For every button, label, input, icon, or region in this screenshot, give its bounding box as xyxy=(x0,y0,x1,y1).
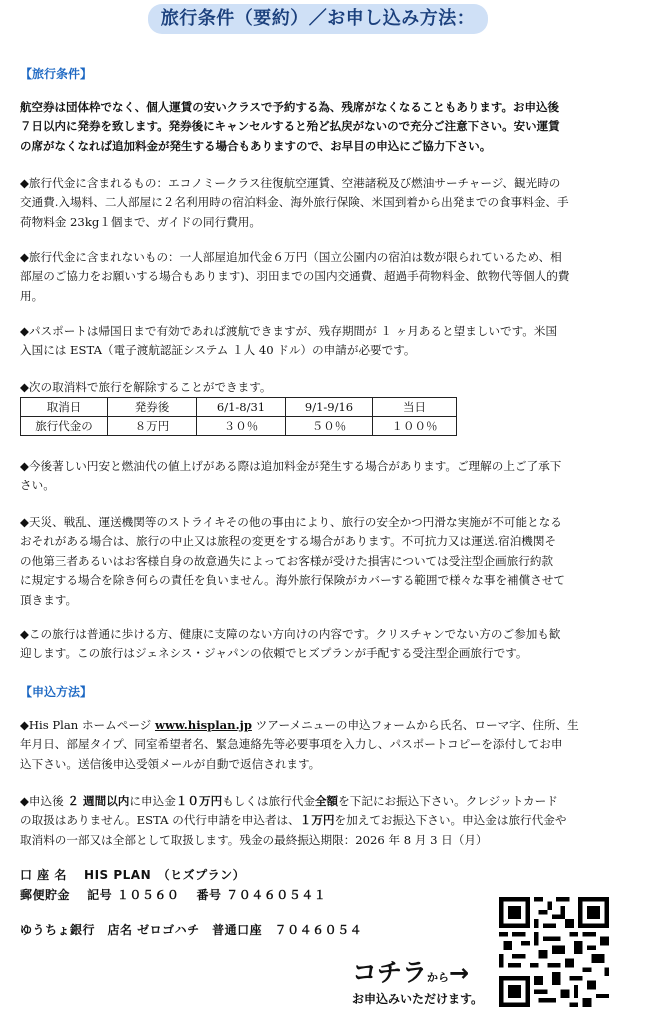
excluded-line: 用。 xyxy=(20,288,44,303)
payment-deadline: ２ 週間以内 xyxy=(67,794,130,808)
intro-line: ７日以内に発券を致します。発券後にキャンセルすると殆ど払戻がないので充分ご注意下さい。安い運賃 xyxy=(20,119,560,134)
liability-line: おそれがある場合は、旅行の中止又は旅程の変更をする場合があります。不可抗力又は運送.宿泊機関そ xyxy=(20,534,557,549)
hisplan-link[interactable]: www.hisplan.jp xyxy=(154,718,252,732)
surcharge-paragraph xyxy=(20,457,648,496)
table-cell: 旅行代金の xyxy=(21,417,108,436)
table-cell: ３０％ xyxy=(197,417,286,436)
table-cell: １００％ xyxy=(373,417,457,436)
passport-line: ◆パスポートは帰国日まで有効であれば渡航できますが、残存期間が １ ヶ月あると望ましいです。米国 xyxy=(20,324,558,338)
payment-line xyxy=(20,811,648,830)
included-line: 荷物料金 23kg１個まで、ガイドの同行費用。 xyxy=(20,214,261,229)
table-cell: 6/1-8/31 xyxy=(197,398,286,417)
excluded-line: 部屋のご協力をお願いする場合もあります)、羽田までの国内交通費、超過手荷物料金、飲物代等個人的費 xyxy=(20,269,570,284)
page-banner: 旅行条件（要約）／お申し込み方法： xyxy=(148,4,488,34)
bank-yucho: ゆうちょ銀行 店名 ゼロゴハチ 普通口座 ７０４６０５４ xyxy=(20,923,363,937)
audience-line: 迎します。この旅行はジェネシス・ジャパンの依頼でヒズプランが手配する受注型企画旅行です。 xyxy=(20,646,528,661)
audience-paragraph xyxy=(20,625,648,664)
table-cell: ５０％ xyxy=(286,417,373,436)
deposit-amount: １０万円 xyxy=(175,794,223,808)
included-line: ◆旅行代金に含まれるもの：エコノミークラス往復航空運賃、空港諸税及び燃油サーチャージ、観光時の xyxy=(20,176,561,190)
apply-line xyxy=(20,716,648,735)
included-paragraph xyxy=(20,174,648,232)
payment-text: に申込金 xyxy=(129,794,176,808)
payment-line xyxy=(20,792,648,811)
table-cell: 当日 xyxy=(373,398,457,417)
qr-callout xyxy=(352,953,469,989)
intro-line: 航空券は団体枠でなく、個人運賃の安いクラスで予約する為、残席がなくなることもあります。お申込後 xyxy=(20,100,559,114)
cancel-intro: ◆次の取消料で旅行を解除することができます。 xyxy=(20,380,272,394)
apply-text: ツアーメニューの申込フォームから氏名、ローマ字、住所、生 xyxy=(251,718,579,732)
excluded-line: ◆旅行代金に含まれないもの：一人部屋追加代金６万円（国立公園内の宿泊は数が限られているため、相 xyxy=(20,250,562,264)
included-line: 交通費.入場料、二人部屋に２名利用時の宿泊料金、海外旅行保険、米国到着から出発までの食事料金、手 xyxy=(20,195,569,210)
section-heading-conditions: 【旅行条件】 xyxy=(20,67,93,81)
table-cell: 発券後 xyxy=(108,398,197,417)
apply-line: 年月日、部屋タイプ、同室希望者名、緊急連絡先等必要事項を入力し、パスポートコピーを添付してお申 xyxy=(20,737,563,752)
payment-text: の取扱はありません。ESTA の代行申請を申込者は、 xyxy=(20,813,300,828)
esta-fee: １万円 xyxy=(299,813,335,828)
payment-line: 取消料の一部又は全部として取扱します。残金の最終振込期限：2026 年 8 月 3 日（月） xyxy=(20,832,488,847)
liability-line: の他第三者あるいはお客様自身の故意過失によってお客様が受けた損害については受注型企画旅行約款 xyxy=(20,553,554,568)
liability-line: に規定する場合を除き何らの責任を負いません。海外旅行保険がカバーする範囲で様々な事を補償させて xyxy=(20,573,566,588)
section-heading-apply: 【申込方法】 xyxy=(20,685,93,699)
qr-callout-main: コチラ xyxy=(352,958,428,987)
arrow-right-icon: → xyxy=(449,959,470,987)
table-cell: 取消日 xyxy=(21,398,108,417)
qr-code-icon[interactable] xyxy=(499,897,609,1007)
payment-text: を下記にお振込下さい。クレジットカード xyxy=(338,794,558,808)
intro-paragraph xyxy=(20,98,648,156)
liability-line: 頂きます。 xyxy=(20,592,78,607)
liability-line: ◆天災、戦乱、運送機関等のストライキその他の事由により、旅行の安全かつ円滑な実施が不可能となる xyxy=(20,515,562,529)
intro-line: の席がなくなれば追加料金が発生する場合もありますので、お早目の申込にご協力下さい。 xyxy=(20,138,492,153)
payment-text: ◆申込後 xyxy=(20,794,68,808)
liability-paragraph xyxy=(20,513,648,610)
payment-text: もしくは旅行代金 xyxy=(222,794,315,808)
apply-text: ◆His Plan ホームページ xyxy=(20,718,155,732)
payment-text: を加えてお振込下さい。申込金は旅行代金や xyxy=(334,813,567,828)
qr-callout-kara: から xyxy=(427,971,450,984)
cancellation-table xyxy=(20,397,457,436)
surcharge-line: さい。 xyxy=(20,478,55,493)
table-row xyxy=(21,398,457,417)
payment-paragraph xyxy=(20,792,648,850)
bank-postal-savings: 郵便貯金 記号 １０５６０ 番号 ７０４６０５４１ xyxy=(20,888,327,902)
apply-paragraph xyxy=(20,716,648,774)
surcharge-line: ◆今後著しい円安と燃油代の値上げがある際は追加料金が発生する場合があります。ご理解の上ご了承下 xyxy=(20,459,562,473)
table-row xyxy=(21,417,457,436)
audience-line: ◆この旅行は普通に歩ける方、健康に支障のない方向けの内容です。クリスチャンでない方のご参加も歓 xyxy=(20,627,561,641)
bank-account-name: 口 座 名 HIS PLAN （ヒズプラン） xyxy=(20,868,246,882)
table-cell: 9/1-9/16 xyxy=(286,398,373,417)
qr-callout-sub: お申込みいただけます。 xyxy=(352,992,484,1006)
excluded-paragraph xyxy=(20,248,648,306)
table-cell: ８万円 xyxy=(108,417,197,436)
passport-line: 入国には ESTA（電子渡航認証システム １人 40 ドル）の申請が必要です。 xyxy=(20,343,416,358)
full-amount: 全額 xyxy=(314,794,339,808)
apply-line: 込下さい。送信後申込受領メールが自動で返信されます。 xyxy=(20,756,321,771)
passport-paragraph xyxy=(20,322,648,361)
